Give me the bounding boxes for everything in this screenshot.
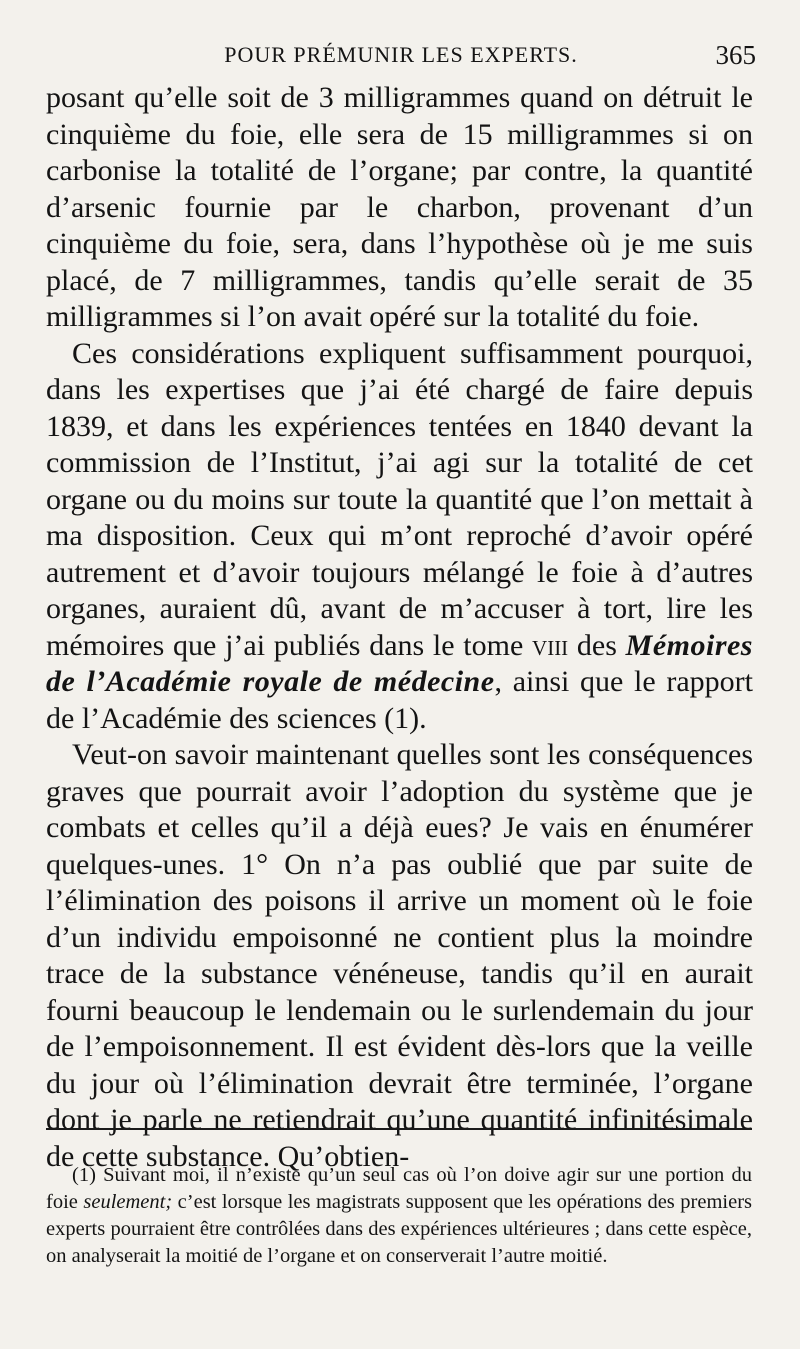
- footnote-text-b: c’est lorsque les magistrats supposent que les opérations des premiers experts pourraient être contrôlées dans des expériences ultérieures ; dans cette espèce, on analyserait la moitié de l’organe et on conserverait l’autre moitié.: [46, 1191, 752, 1267]
- paragraph-3: Veut-on savoir maintenant quelles sont les conséquences graves que pourrait avoir l’adoption du système que je combats et celles qu’il a déjà eues? Je vais en énumérer quelques-unes. 1° On n’a pas oublié que par suite de l’élimination des poisons il arrive un moment où le foie d’un individu empoisonné ne contient plus la moindre trace de la substance vénéneuse, tandis qu’il en aurait fourni beaucoup le lendemain ou le surlendemain du jour de l’empoisonnement. Il est évident dès-lors que la veille du jour où l’élimination devrait être terminée, l’organe dont je parle ne retiendrait qu’une quantité infinitésimale de cette substance. Qu’obtien-: [46, 738, 753, 1173]
- footnote: [46, 1162, 752, 1270]
- paragraph-2-text-c: , ainsi que le rapport de l’Académie des sciences (1).: [46, 665, 753, 735]
- cited-work-title: Mémoires de l’Académie royale de médecine: [46, 628, 753, 698]
- paragraph-1: posant qu’elle soit de 3 milligrammes quand on détruit le cinquième du foie, elle sera de 15 milligrammes si on carbonise la totalité de l’organe; par contre, la quantité d’arsenic fournie par le charbon, provenant d’un cinquième du foie, sera, dans l’hypothèse où je me suis placé, de 7 milligrammes, tandis qu’elle serait de 35 milligrammes si l’on avait opéré sur la totalité du foie.: [46, 81, 753, 333]
- page-number: 365: [715, 40, 756, 70]
- tome-number: viii: [532, 628, 569, 662]
- footnote-text-a: (1) Suivant moi, il n’existe qu’un seul cas où l’on doive agir sur une portion du foie: [46, 1164, 752, 1213]
- main-text: [46, 80, 753, 1175]
- footnote-paragraph: [46, 1162, 752, 1270]
- paragraph-2-text-a: Ces considérations expliquent suffisamment pourquoi, dans les expertises que j’ai été chargé de faire depuis 1839, et dans les expériences tentées en 1840 devant la commission de l’Institut, j’ai agi sur la totalité de cet organe ou du moins sur toute la quantité que l’on mettait à ma disposition. Ceux qui m’ont reproché d’avoir opéré autrement et d’avoir toujours mélangé le foie à d’autres organes, auraient dû, avant de m’accuser à tort, lire les mémoires que j’ai publiés dans le tome: [46, 336, 753, 662]
- paragraph-2: [46, 336, 753, 738]
- footnote-rule: [46, 1128, 752, 1130]
- running-title: POUR PRÉMUNIR LES EXPERTS.: [224, 42, 578, 67]
- paragraph-2-text-b: des: [568, 628, 626, 662]
- page-header: [46, 34, 756, 74]
- footnote-emphasis: seulement;: [83, 1191, 173, 1213]
